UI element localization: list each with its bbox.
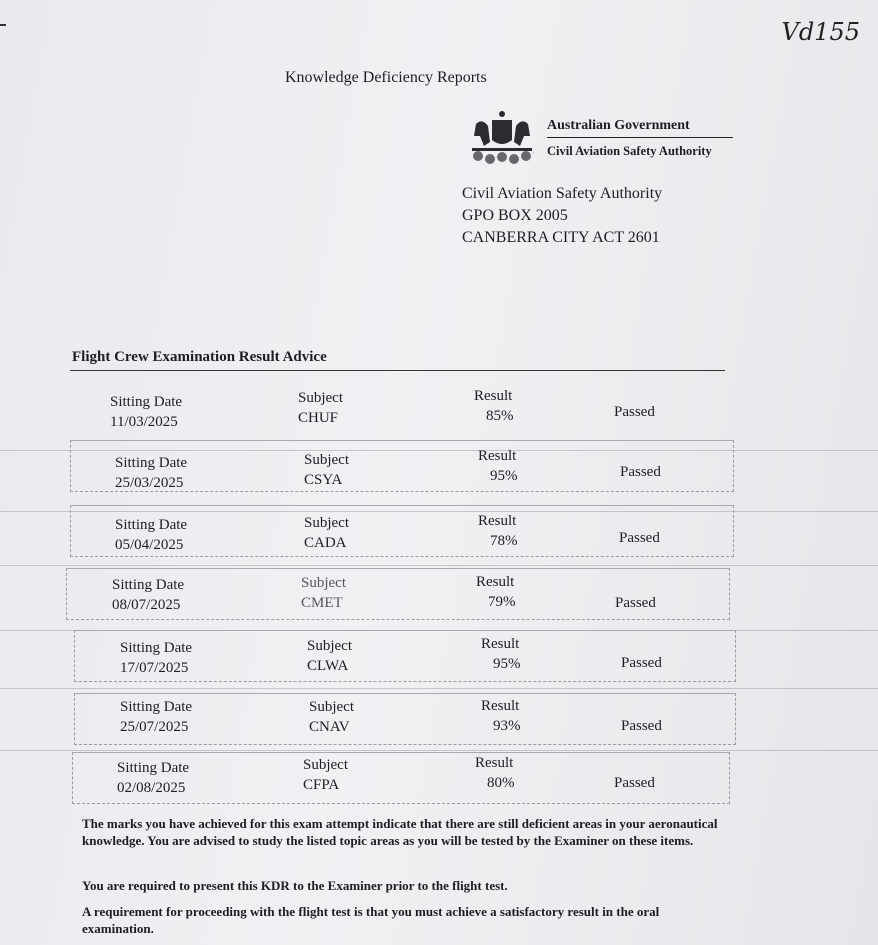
- result: Result 93%: [481, 698, 521, 734]
- subject: Subject CSYA: [304, 452, 349, 488]
- fold-line: [0, 750, 878, 751]
- result: Result 95%: [481, 636, 521, 672]
- result-row: [74, 630, 736, 682]
- coat-of-arms-logo: [462, 108, 542, 166]
- address-line-3: CANBERRA CITY ACT 2601: [462, 229, 660, 246]
- result: Result 95%: [478, 448, 518, 484]
- sitting-date: Sitting Date 05/04/2025: [115, 517, 188, 553]
- logo-divider: [547, 137, 733, 138]
- sitting-date: Sitting Date 02/08/2025: [117, 760, 190, 796]
- status-passed: Passed: [620, 464, 661, 480]
- requirement-note: A requirement for proceeding with the flight test is that you must achieve a satisfactory result in the oral examination.: [82, 904, 660, 936]
- result: Result 80%: [475, 755, 515, 791]
- page-title: Knowledge Deficiency Reports: [285, 69, 487, 86]
- government-name: Australian Government: [547, 118, 690, 133]
- status-passed: Passed: [619, 530, 660, 546]
- subject: Subject CLWA: [307, 638, 352, 674]
- sitting-date: Sitting Date 25/07/2025: [120, 699, 193, 735]
- status-passed: Passed: [621, 655, 662, 671]
- sitting-date: Sitting Date 11/03/2025: [110, 394, 183, 430]
- result-row: [70, 505, 734, 557]
- status-passed: Passed: [614, 404, 655, 420]
- section-title: Flight Crew Examination Result Advice: [72, 349, 327, 365]
- handwritten-note: Vd155: [781, 18, 860, 46]
- result-row: [66, 568, 730, 620]
- status-passed: Passed: [614, 775, 655, 791]
- result: Result 85%: [474, 388, 514, 424]
- result: Result 78%: [478, 513, 518, 549]
- sitting-date: Sitting Date 25/03/2025: [115, 455, 188, 491]
- sitting-date: Sitting Date 17/07/2025: [120, 640, 193, 676]
- sitting-date: Sitting Date 08/07/2025: [112, 577, 185, 613]
- subject: Subject CFPA: [303, 757, 348, 793]
- svg-text:·: ·: [533, 150, 535, 156]
- subject: Subject CMET: [301, 575, 346, 611]
- address-line-1: Civil Aviation Safety Authority: [462, 185, 663, 202]
- deficiency-note: The marks you have achieved for this exam attempt indicate that there are still deficient areas in your aeronautical knowledge. You are advised to study the listed topic areas as you will be tested by the Examiner on these items.: [82, 816, 718, 848]
- result-row: [72, 752, 730, 804]
- result: Result 79%: [476, 574, 516, 610]
- subject: Subject CADA: [304, 515, 349, 551]
- result-row: [70, 386, 730, 436]
- status-passed: Passed: [615, 595, 656, 611]
- result-row: [74, 693, 736, 745]
- subject: Subject CHUF: [298, 390, 343, 426]
- postal-address: [462, 183, 662, 249]
- authority-name: Civil Aviation Safety Authority: [547, 144, 712, 158]
- edge-mark: [0, 24, 6, 26]
- fold-line: [0, 565, 878, 566]
- subject: Subject CNAV: [309, 699, 354, 735]
- fold-line: [0, 688, 878, 689]
- address-line-2: GPO BOX 2005: [462, 207, 568, 224]
- result-row: [70, 440, 734, 492]
- section-divider: [70, 370, 725, 371]
- status-passed: Passed: [621, 718, 662, 734]
- examiner-note: You are required to present this KDR to the Examiner prior to the flight test.: [82, 878, 508, 893]
